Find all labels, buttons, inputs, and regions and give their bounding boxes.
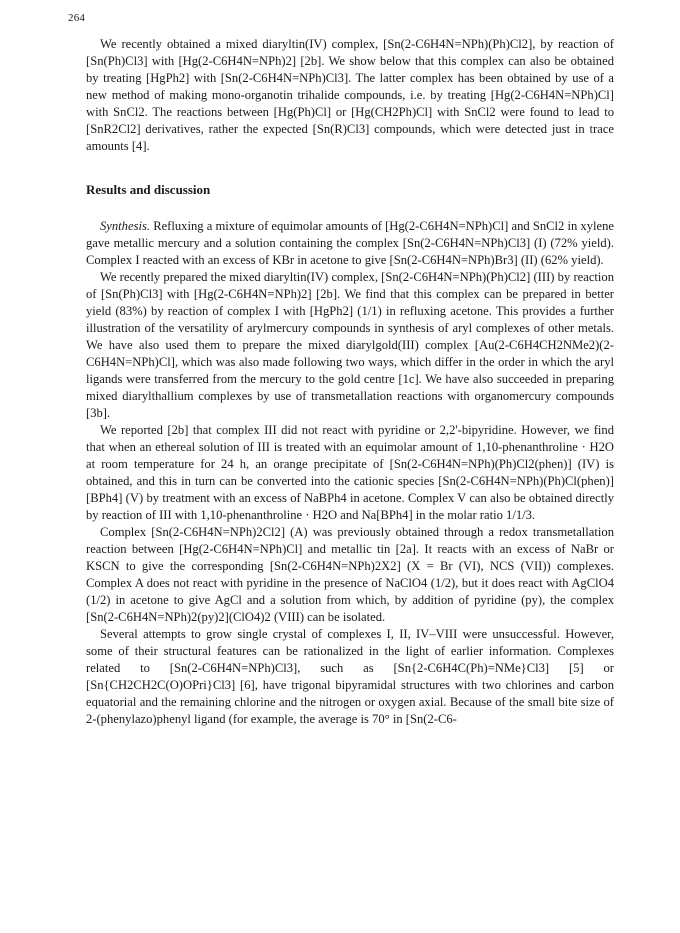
article-body — [86, 36, 614, 728]
synthesis-text: Refluxing a mixture of equimolar amounts of [Hg(2-C6H4N=NPh)Cl] and SnCl2 in xylene gave metallic mercury and a solution containing the complex [Sn(2-C6H4N=NPh)Cl3] (I) (72% yield). Complex I reacted with an excess of KBr in acetone to give [Sn(2-C6H4N=NPh)Br3] (II) (62% yield). — [86, 219, 614, 267]
paragraph-structures: Several attempts to grow single crystal of complexes I, II, IV–VIII were unsuccessful. However, some of their structural features can be rationalized in the light of earlier information. Complexes related to [Sn(2-C6H4N=NPh)Cl3], such as [Sn{2-C6H4C(Ph)=NMe}Cl3] [5] or [Sn{CH2CH2C(O)OPri}Cl3] [6], have trigonal bipyramidal structures with two chlorines and carbon equatorial and the remaining chlorine and the nitrogen or oxygen axial. Because of the small bite size of 2-(phenylazo)phenyl ligand (for example, the average is 70° in [Sn(2-C6- — [86, 627, 614, 726]
paragraph-phenanthroline: We reported [2b] that complex III did not react with pyridine or 2,2'-bipyridine. However, we find that when an ethereal solution of III is treated with an equimolar amount of 1,10-phenanthroline · H2O at room temperature for 24 h, an orange precipitate of [Sn(2-C6H4N=NPh)(Ph)Cl2(phen)] (IV) is obtained, and this in turn can be converted into the cationic species [Sn(2-C6H4N=NPh)(Ph)Cl(phen)][BPh4] (V) by treatment with an excess of NaBPh4 in acetone. Complex V can also be obtained directly by reaction of III with 1,10-phenanthroline · H2O and Na[BPh4] in the molar ratio 1/1/3. — [86, 423, 614, 522]
paragraph-mixed-diaryltin: We recently prepared the mixed diaryltin(IV) complex, [Sn(2-C6H4N=NPh)(Ph)Cl2] (III) by reaction of [Sn(Ph)Cl3] with [Hg(2-C6H4N=NPh)2] [2b]. We find that this complex can be prepared in better yield (83%) by reaction of complex I with [HgPh2] (1/1) in refluxing acetone. This provides a further illustration of the versatility of arylmercury compounds in synthesis of aryl complexes of other metals. We have also used them to prepare the mixed diarylgold(III) complex [Au(2-C6H4CH2NMe2)(2-C6H4N=NPh)Cl], which was also made following two ways, which differ in the order in which the aryl ligands were transferred from the mercury to the gold centre [1c]. We have also succeeded in preparing mixed diarylthallium complexes by use of transmetallation reactions with organomercury compounds [3b]. — [86, 270, 614, 420]
run-in-heading: Synthesis. — [100, 219, 151, 233]
section-heading: Results and discussion — [86, 182, 211, 197]
intro-paragraph: We recently obtained a mixed diaryltin(IV) complex, [Sn(2-C6H4N=NPh)(Ph)Cl2], by reaction of [Sn(Ph)Cl3] with [Hg(2-C6H4N=NPh)2] [2b]. We show below that this complex can also be obtained by treating [HgPh2] with [Sn(2-C6H4N=NPh)Cl3]. The latter complex has been obtained by use of a new method of making mono-organotin trihalide compounds, i.e. by treating [Hg(2-C6H4N=NPh)Cl] with SnCl2. The reactions between [Hg(Ph)Cl] or [Hg(CH2Ph)Cl] with SnCl2 were found to lead to [SnR2Cl2] derivatives, rather the expected [Sn(R)Cl3] compounds, which were detected just in trace amounts [4]. — [86, 37, 614, 153]
paragraph-complex-a: Complex [Sn(2-C6H4N=NPh)2Cl2] (A) was previously obtained through a redox transmetallation reaction between [Hg(2-C6H4N=NPh)Cl] and metallic tin [2a]. It reacts with an excess of NaBr or KSCN to give the corresponding [Sn(2-C6H4N=NPh)2X2] (X = Br (VI), NCS (VII)) complexes. Complex A does not react with pyridine in the presence of NaClO4 (1/2), but it does react with AgClO4 (1/2) in acetone to give AgCl and a solution from which, by addition of pyridine (py), the complex [Sn(2-C6H4N=NPh)2(py)2](ClO4)2 (VIII) can be isolated. — [86, 525, 614, 624]
synthesis-paragraph — [86, 218, 614, 269]
page-number: 264 — [68, 12, 86, 24]
